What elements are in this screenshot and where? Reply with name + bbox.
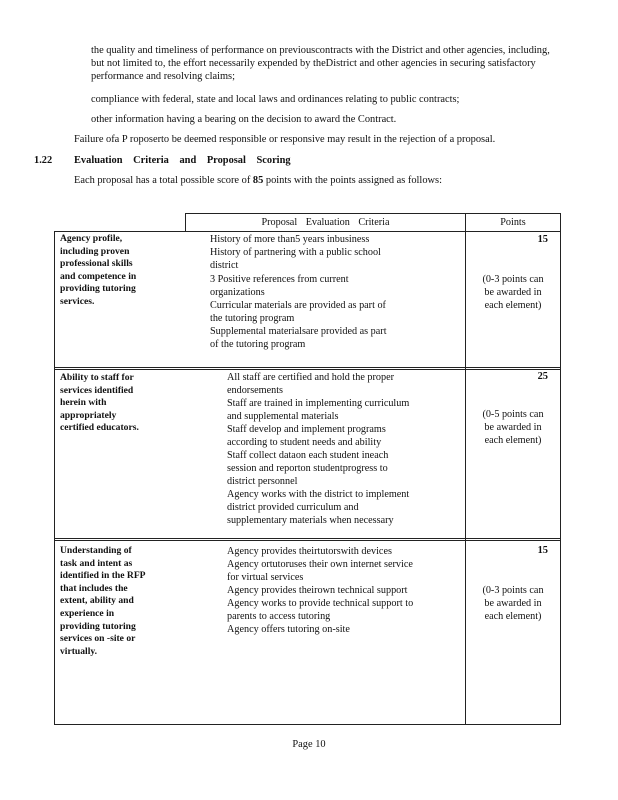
category-line: providing tutoring <box>60 283 136 295</box>
header-criteria: Proposal Evaluation Criteria <box>261 217 390 228</box>
criterion: Curricular materials are provided as part of the tutoring program <box>210 300 386 324</box>
category-line: that includes the <box>60 582 128 594</box>
criterion: Agency provides theirown technical support <box>227 585 408 596</box>
category-line: appropriately <box>60 409 117 421</box>
row-category <box>60 233 178 309</box>
category-line: Ability to staff for <box>60 372 134 383</box>
criterion: All staff are certified and hold the proper endorsements <box>227 372 394 396</box>
page-number: Page 10 <box>292 739 326 750</box>
section-intro: Each proposal has a total possible score of 85 points with the points assigned as follows: <box>74 175 442 186</box>
category-line: services on -site or <box>60 633 136 645</box>
failure-text: Failure ofa P roposerto be deemed responsible or responsive may result in the rejection of a proposal. <box>74 134 496 145</box>
category-line: extent, ability and <box>60 595 134 607</box>
table-right-border <box>560 213 561 725</box>
category-line: task and intent as <box>60 557 133 569</box>
criterion: Staff collect dataon each student ineach session and reporton studentprogress to district personnel <box>227 450 389 487</box>
section-number: 1.22 <box>34 155 53 166</box>
category-line: services identified <box>60 384 134 396</box>
category-line: identified in the RFP <box>60 570 146 582</box>
row-points: 15 <box>537 545 548 556</box>
header-bottom-border <box>54 231 561 232</box>
category-line: Agency profile, <box>60 233 123 244</box>
row-points-note: (0-3 points can be awarded in each element) <box>482 274 544 311</box>
table-left-border <box>54 231 55 725</box>
criterion: 3 Positive references from current organizations <box>210 274 349 298</box>
row-criteria <box>227 371 462 527</box>
row-criteria <box>227 545 462 636</box>
row-category <box>60 372 178 435</box>
row-points-note: (0-5 points can be awarded in each element) <box>482 409 544 446</box>
criterion: Agency ortutoruses their own internet service for virtual services <box>227 559 413 583</box>
row-points-note: (0-3 points can be awarded in each element) <box>482 585 544 622</box>
total-score: 85 <box>252 175 264 186</box>
row-category <box>60 545 178 658</box>
section-heading: Evaluation Criteria and Proposal Scoring <box>74 155 291 166</box>
category-line: professional skills <box>60 258 133 270</box>
category-line: services. <box>60 295 95 307</box>
table-bottom-border <box>54 724 561 725</box>
header-points: Points <box>500 217 526 228</box>
category-line: Understanding of <box>60 545 132 556</box>
criterion: History of more than5 years inbusiness <box>210 234 370 245</box>
category-line: including proven <box>60 245 130 257</box>
row-divider <box>54 369 561 370</box>
criterion: History of partnering with a public school district <box>210 247 381 271</box>
criterion: Agency works to provide technical support to parents to access tutoring <box>227 598 414 622</box>
table-top-border <box>185 213 561 214</box>
criterion: Agency works with the district to implement district provided curriculum and supplementary materials when necessary <box>227 489 410 526</box>
criterion: Staff develop and implement programs according to student needs and ability <box>227 424 386 448</box>
row-divider <box>54 367 561 368</box>
intro-bullet-2: compliance with federal, state and local laws and ordinances relating to public contracts; <box>91 94 460 105</box>
category-line: and competence in <box>60 270 137 282</box>
row-divider <box>54 538 561 539</box>
row-points: 15 <box>537 234 548 245</box>
row-points: 25 <box>537 371 548 382</box>
category-line: certified educators. <box>60 422 139 434</box>
row-criteria <box>210 233 462 351</box>
intro-bullet-1: the quality and timeliness of performance on previouscontracts with the District and other agencies, including, but not limited to, the effort necessarily expended by theDistrict and other agencies in securing satisfactory performance and resolving claims; <box>91 45 550 82</box>
row-divider <box>54 540 561 541</box>
category-line: herein with <box>60 397 107 409</box>
category-line: virtually. <box>60 645 98 657</box>
intro-bullet-3: other information having a bearing on the decision to award the Contract. <box>91 114 397 125</box>
criterion: Staff are trained in implementing curriculum and supplemental materials <box>227 398 410 422</box>
category-line: experience in <box>60 607 115 619</box>
criterion: Agency offers tutoring on-site <box>227 624 350 635</box>
category-line: providing tutoring <box>60 620 136 632</box>
criterion: Agency provides theirtutorswith devices <box>227 546 392 557</box>
criterion: Supplemental materialsare provided as part of the tutoring program <box>210 326 387 350</box>
